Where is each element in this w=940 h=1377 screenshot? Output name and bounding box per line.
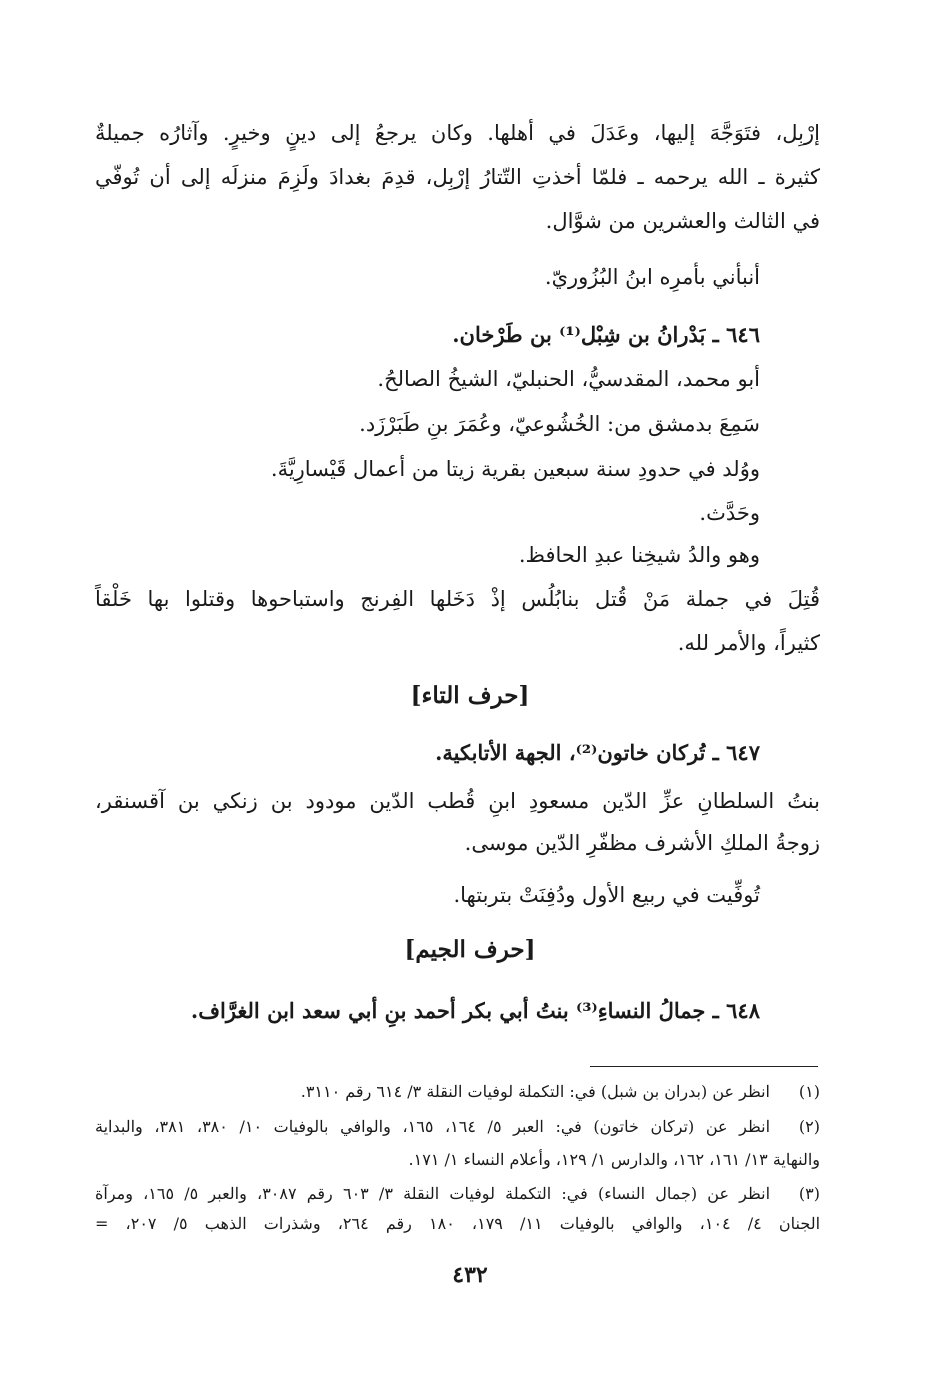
body-line-2: كثيرة ـ الله يرحمه ـ فلمّا أخذتِ التّتارُ إرْبِل، قدِمَ بغدادَ ولَزِمَ منزلَه إلى أن تُوفّي (95, 165, 820, 189)
entry-646-title: ٦٤٦ ـ بَدْرانُ بن شِبْل⁽¹⁾ بن طَرْخان. (452, 322, 760, 347)
footnote-number-2: (٢) (798, 1117, 820, 1136)
body-line-4: أنبأني بأمرِه ابنُ البُزُوريّ. (544, 265, 760, 289)
footnote-3-line-1: انظر عن (جمال النساء) في: التكملة لوفيات النقلة ٣/ ٦٠٣ رقم ٣٠٨٧، والعبر ٥/ ١٦٥، ومرآة (95, 1184, 771, 1203)
entry-647-line-1: بنتُ السلطانِ عزِّ الدّين مسعودِ ابنِ قُطب الدّين مودود بن زنكي بن آقسنقر، (95, 789, 820, 813)
entry-646-line-2: سَمِعَ بدمشق من: الخُشُوعيّ، وعُمَرَ بنِ طَبَرْزَد. (359, 412, 760, 436)
section-heading-jim: [حرف الجيم] (404, 936, 536, 963)
entry-647-title: ٦٤٧ ـ تُركان خاتون⁽²⁾، الجهة الأتابكية. (435, 740, 760, 765)
footnote-3-line-2: الجنان ٤/ ١٠٤، والوافي بالوفيات ١١/ ١٧٩، ١٨٠ رقم ٢٦٤، وشذرات الذهب ٥/ ٢٠٧، = (95, 1214, 821, 1233)
footnote-2-line-2: والنهاية ١٣/ ١٦١، ١٦٢، والدارس ١/ ١٢٩، وأعلام النساء ١/ ١٧١. (408, 1150, 820, 1169)
entry-646-line-4: وحَدَّث. (699, 501, 760, 525)
entry-646-line-1: أبو محمد، المقدسيُّ، الحنبليّ، الشيخُ الصالحُ. (377, 367, 760, 391)
body-line-1: إرْبِل، فتَوَجَّهَ إليها، وعَدَلَ في أهلها. وكان يرجعُ إلى دينٍ وخيرٍ. وآثارُه جميلةٌ (95, 121, 820, 145)
entry-646-line-5: وهو والدُ شيخِنا عبدِ الحافظ. (518, 543, 760, 567)
entry-646-line-3: ووُلد في حدودِ سنة سبعين بقرية زيتا من أعمال قَيْسارِيَّةَ. (270, 457, 760, 481)
entry-647-line-2: زوجةُ الملكِ الأشرف مظفّرِ الدّين موسى. (464, 831, 820, 855)
entry-646-line-7: كثيراً، والأمر لله. (677, 631, 820, 655)
entry-646-line-6: قُتِلَ في جملة مَنْ قُتل بنابُلُس إذْ دَخَلها الفِرنج واستباحوها وقتلوا بها خَلْقاً (95, 587, 820, 611)
footnote-1-line-1: انظر عن (بدران بن شبل) في: التكملة لوفيات النقلة ٣/ ٦١٤ رقم ٣١١٠. (300, 1082, 770, 1101)
footnote-number-1: (١) (798, 1082, 820, 1101)
body-line-3: في الثالث والعشرين من شوَّال. (545, 209, 820, 233)
footnote-2-line-1: انظر عن (تركان خاتون) في: العبر ٥/ ١٦٤، ١٦٥، والوافي بالوفيات ١٠/ ٣٨٠، ٣٨١، والبداية (95, 1117, 771, 1136)
entry-648-title: ٦٤٨ ـ جمالُ النساءِ⁽³⁾ بنتُ أبي بكر أحمد بنِ أبي سعد ابن الغرَّاف. (190, 998, 760, 1023)
section-heading-ta: [حرف التاء] (410, 682, 530, 709)
entry-647-line-3: تُوفِّيت في ربيع الأول ودُفِنَتْ بتربتها. (453, 883, 760, 907)
footnote-separator (590, 1066, 818, 1067)
page-number: ٤٣٢ (452, 1262, 488, 1288)
footnote-number-3: (٣) (798, 1184, 820, 1203)
